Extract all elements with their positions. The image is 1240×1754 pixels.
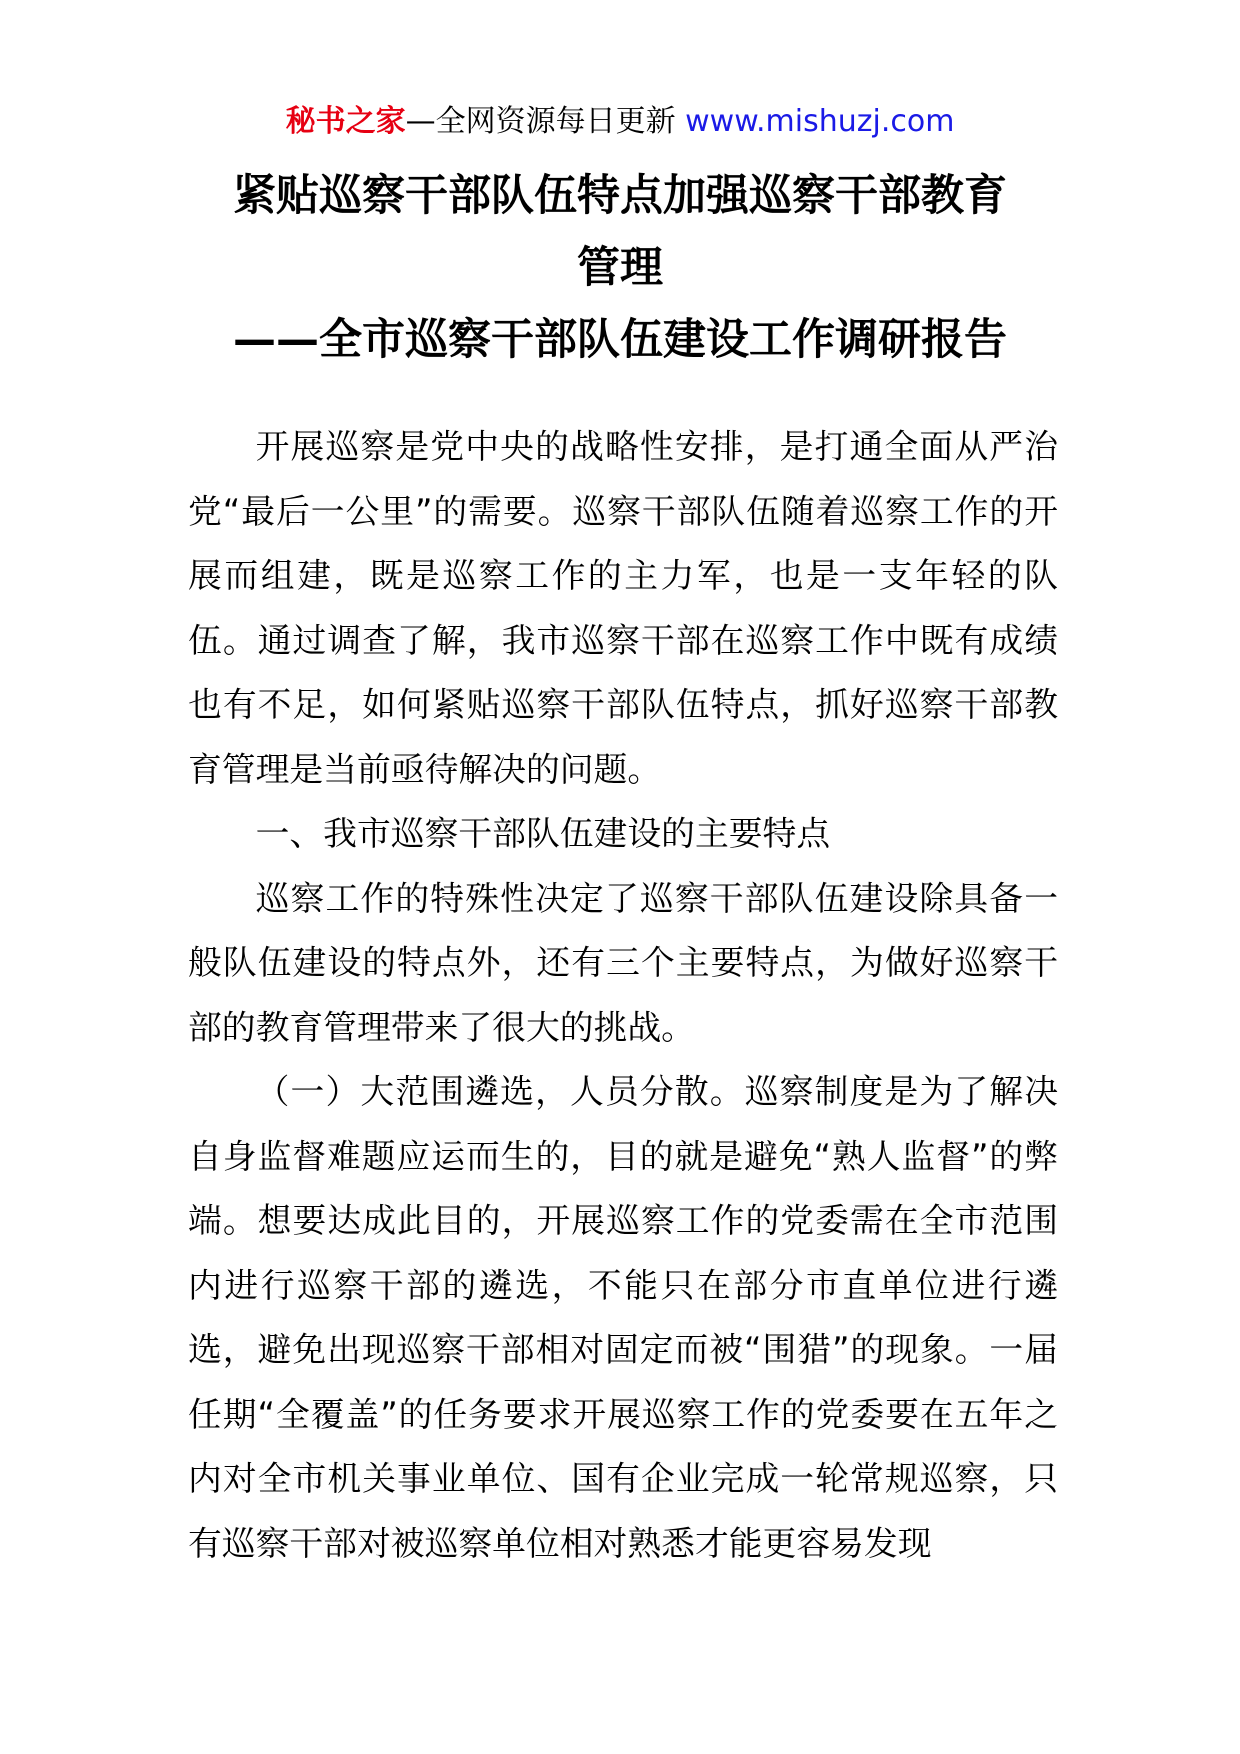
header-url-link[interactable]: www.mishuzj.com <box>685 104 955 139</box>
title-line-2: 管理 <box>577 243 663 293</box>
title-subtitle: ——全市巡察干部队伍建设工作调研报告 <box>233 315 1007 365</box>
site-header <box>0 102 1240 142</box>
document-body <box>188 415 1058 1576</box>
document-title <box>160 160 1080 376</box>
paragraph-section-1: 巡察工作的特殊性决定了巡察干部队伍建设除具备一般队伍建设的特点外，还有三个主要特点，为做好巡察干部的教育管理带来了很大的挑战。 <box>188 878 1058 1047</box>
paragraph-intro: 开展巡察是党中央的战略性安排，是打通全面从严治党“最后一公里”的需要。巡察干部队伍随着巡察工作的开展而组建，既是巡察工作的主力军，也是一支年轻的队伍。通过调查了解，我市巡察干部在巡察工作中既有成绩也有不足，如何紧贴巡察干部队伍特点，抓好巡察干部教育管理是当前亟待解决的问题。 <box>188 427 1058 789</box>
header-tagline: —全网资源每日更新 <box>405 104 686 139</box>
title-line-1: 紧贴巡察干部队伍特点加强巡察干部教育 <box>233 171 1007 221</box>
section-heading-1: 一、我市巡察干部队伍建设的主要特点 <box>255 814 831 853</box>
paragraph-subsection-1: （一）大范围遴选，人员分散。巡察制度是为了解决自身监督难题应运而生的，目的就是避免“熟人监督”的弊端。想要达成此目的，开展巡察工作的党委需在全市范围内进行巡察干部的遴选，不能只在部分市直单位进行遴选，避免出现巡察干部相对固定而被“围猎”的现象。一届任期“全覆盖”的任务要求开展巡察工作的党委要在五年之内对全市机关事业单位、国有企业完成一轮常规巡察，只有巡察干部对被巡察单位相对熟悉才能更容易发现 <box>188 1072 1058 1563</box>
header-brand: 秘书之家 <box>285 104 406 139</box>
